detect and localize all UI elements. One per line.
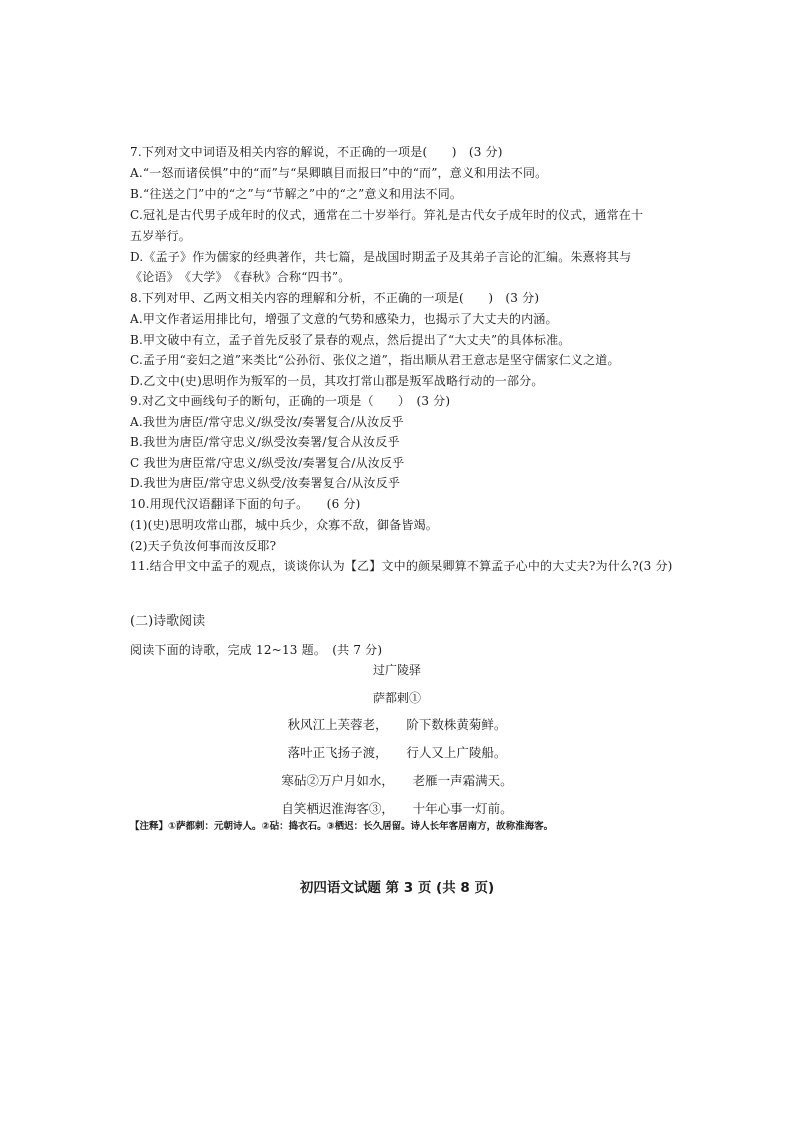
- poem-annotation: 【注释】①萨都剌：元朝诗人。②砧：捣衣石。③栖迟：长久居留。诗人长年客居南方，故称淮海客。: [130, 821, 554, 832]
- question-7-option-d-cont: 《论语》 《大学》 《春秋》合称“四书”。: [130, 270, 351, 284]
- question-9-option-a: A.我世为唐臣/常守忠义/纵受汝/奏署复合/从汝反乎: [130, 415, 404, 429]
- question-9-option-c: C 我世为唐臣常/守忠义/纵受汝/奏署复合/从汝反乎: [130, 456, 405, 470]
- question-7-option-d: D.《孟子》作为儒家的经典著作，共七篇，是战国时期孟子及其弟子言论的汇编。朱熹将其与: [130, 250, 632, 264]
- poem-line: 秋风江上芙蓉老， 阶下数株黄菊鲜。: [287, 717, 507, 732]
- poem-line: 自笑栖迟淮海客③， 十年心事一灯前。: [281, 801, 513, 816]
- question-8-option-c: C.孟子用“妾妇之道”来类比“公孙衍、张仪之道”，指出顺从君王意志是坚守儒家仁义之道。: [130, 353, 620, 367]
- section-title: (二)诗歌阅读: [130, 614, 206, 629]
- question-9: 9.对乙文中画线句子的断句，正确的一项是（ ） (3 分): [130, 394, 451, 408]
- poetry-intro: 阅读下面的诗歌，完成 12~13 题。 (共 7 分): [130, 643, 383, 657]
- question-9-option-b: B.我世为唐臣/常守忠义/纵受汝奏署/复合从汝反乎: [130, 435, 400, 449]
- poem-author: 萨都剌①: [372, 691, 421, 705]
- question-9-option-d: D.我世为唐臣/常守忠义纵受/汝奏署复合/从汝反乎: [130, 476, 401, 490]
- poem-line: 落叶正飞扬子渡， 行人又上广陵船。: [287, 745, 507, 760]
- question-8-option-b: B.甲文破中有立，孟子首先反驳了景春的观点，然后提出了“大丈夫”的具体标准。: [130, 333, 571, 347]
- question-7-option-a: A.“一怒而诸侯惧”中的“而”与“杲卿瞋目而报曰”中的“而”，意义和用法不同。: [130, 166, 548, 180]
- poem-title: 过广陵驿: [372, 663, 421, 677]
- question-10-item-2: (2)天子负汝何事而汝反耶?: [130, 539, 277, 553]
- question-7-option-c: C.冠礼是古代男子成年时的仪式，通常在二十岁举行。笄礼是古代女子成年时的仪式，通常在十: [130, 208, 644, 222]
- question-7-option-b: B.“往送之门”中的“之”与“节解之”中的“之”意义和用法不同。: [130, 187, 463, 201]
- question-10: 10.用现代汉语翻译下面的句子。 (6 分): [130, 497, 361, 511]
- poem-line: 寒砧②万户月如水， 老雁一声霜满天。: [281, 773, 513, 788]
- question-7-option-c-cont: 五岁举行。: [130, 229, 192, 243]
- question-8: 8.下列对甲、乙两文相关内容的理解和分析，不正确的一项是( ) (3 分): [130, 291, 540, 305]
- page-footer: 初四语文试题 第 3 页 (共 8 页): [299, 880, 495, 896]
- question-10-item-1: (1)(史)思明攻常山郡，城中兵少，众寡不敌，御备皆竭。: [130, 518, 438, 532]
- question-11: 11.结合甲文中孟子的观点，谈谈你认为【乙】文中的颜杲卿算不算孟子心中的大丈夫?为什么?(3 分): [130, 559, 673, 573]
- question-7: 7.下列对文中词语及相关内容的解说，不正确的一项是( ) (3 分): [130, 145, 503, 159]
- question-8-option-a: A.甲文作者运用排比句，增强了文意的气势和感染力，也揭示了大丈夫的内涵。: [130, 312, 558, 326]
- question-8-option-d: D.乙文中(史)思明作为叛军的一员，其攻打常山郡是叛军战略行动的一部分。: [130, 374, 544, 388]
